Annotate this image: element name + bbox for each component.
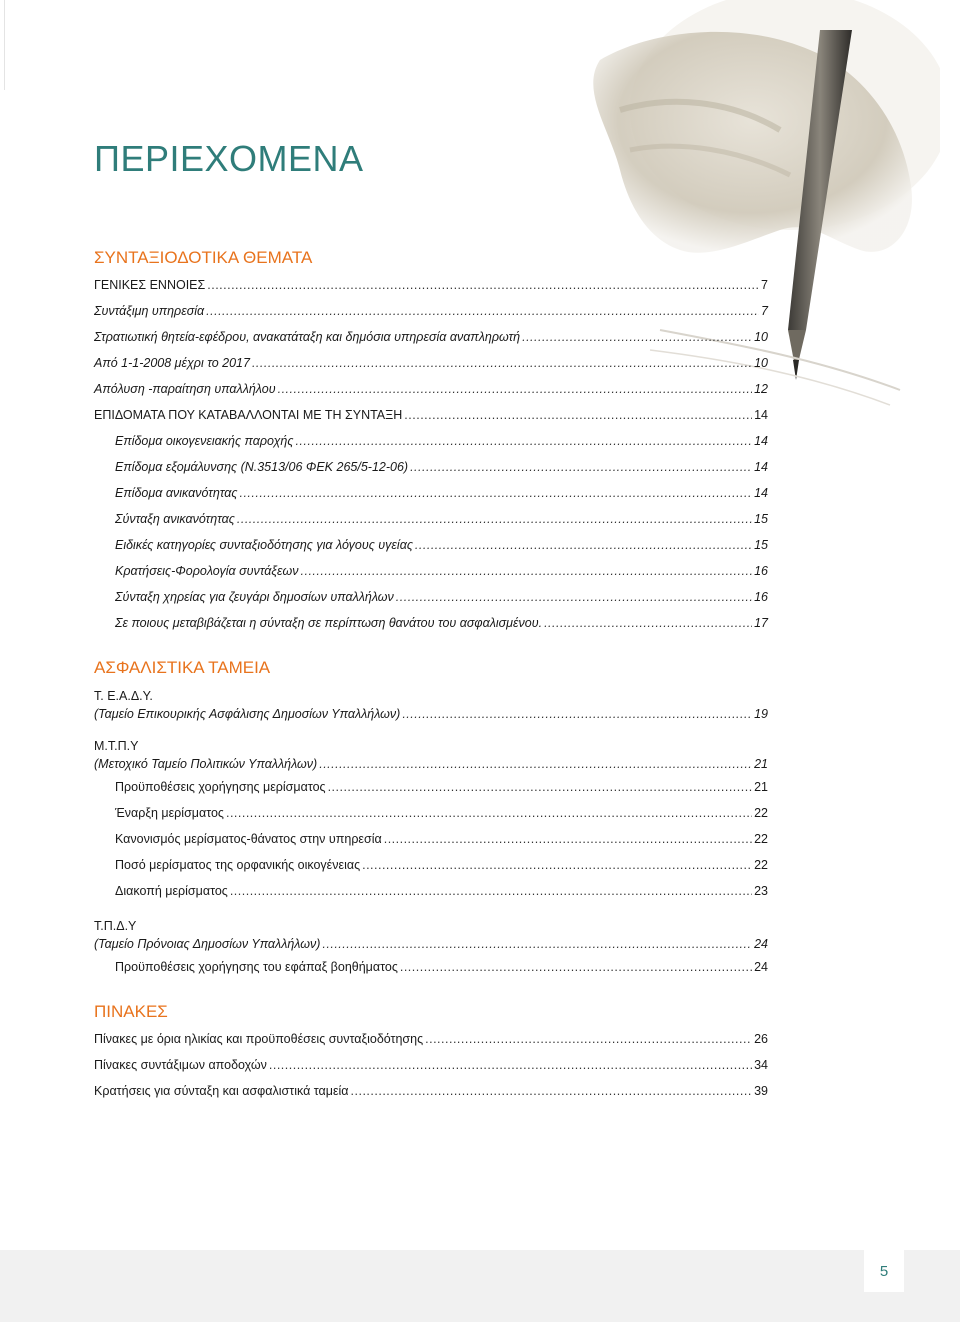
toc-entry-page: 14: [754, 408, 768, 422]
toc-entry[interactable]: [94, 610, 768, 636]
toc-entry[interactable]: [94, 506, 768, 532]
leader-dots: [404, 402, 752, 428]
page-number-box: [864, 1250, 904, 1292]
toc-entry[interactable]: [94, 376, 768, 402]
leader-dots: [400, 954, 752, 980]
toc-entry[interactable]: [94, 852, 768, 878]
toc-entry-page: 22: [754, 806, 768, 820]
leader-dots: [410, 454, 752, 480]
section-heading-pension-matters: ΣΥΝΤΑΞΙΟΔΟΤΙΚΑ ΘΕΜΑΤΑ: [94, 248, 313, 267]
toc-entry[interactable]: [94, 1052, 768, 1078]
leader-dots: [230, 878, 752, 904]
footer-band: [0, 1250, 960, 1322]
toc-entry-page: 17: [754, 616, 768, 630]
leader-dots: [328, 774, 753, 800]
toc-entry-title: Πίνακες συντάξιμων αποδοχών: [94, 1058, 267, 1072]
toc-entry[interactable]: [94, 428, 768, 454]
leader-dots: [226, 800, 752, 826]
toc-entry-title: Στρατιωτική θητεία-εφέδρου, ανακατάταξη και δημόσια υπηρεσία αναπληρωτή: [94, 330, 521, 344]
toc-entry[interactable]: [94, 350, 768, 376]
toc-entry-page: 15: [754, 538, 768, 552]
toc-entry-page: 14: [754, 486, 768, 500]
toc-entry[interactable]: [94, 532, 768, 558]
leader-dots: [396, 584, 752, 610]
toc-entry-page: 21: [754, 757, 768, 771]
toc-entry-title: (Μετοχικό Ταμείο Πολιτικών Υπαλλήλων): [94, 757, 318, 771]
toc-entry-page: 24: [754, 937, 768, 951]
toc-entry-title: Πίνακες με όρια ηλικίας και προϋποθέσεις συνταξιοδότησης: [94, 1032, 424, 1046]
page-title: ΠΕΡΙΕΧΟΜΕΝΑ: [94, 138, 364, 179]
toc-entry[interactable]: [94, 1026, 768, 1052]
leader-dots: [415, 532, 752, 558]
toc-entry-page: 23: [754, 884, 768, 898]
toc-entry-page: 26: [754, 1032, 768, 1046]
toc-entry-page: 39: [754, 1084, 768, 1098]
toc-entry-title: Διακοπή μερίσματος: [115, 884, 228, 898]
toc-entry-page: 7: [761, 304, 768, 318]
leader-dots: [278, 376, 752, 402]
leader-dots: [207, 272, 759, 298]
toc-entry-page: 22: [754, 858, 768, 872]
toc-entry-title: Σε ποιους μεταβιβάζεται η σύνταξη σε περίπτωση θανάτου του ασφαλισμένου.: [115, 616, 543, 630]
leader-dots: [362, 852, 752, 878]
section-heading-tables: ΠΙΝΑΚΕΣ: [94, 1002, 168, 1021]
toc-entry-page: 16: [754, 590, 768, 604]
toc-entry[interactable]: [94, 480, 768, 506]
table-of-contents: [94, 246, 768, 1104]
toc-entry-title: ΕΠΙΔΟΜΑΤΑ ΠΟΥ ΚΑΤΑΒΑΛΛΟΝΤΑΙ ΜΕ ΤΗ ΣΥΝΤΑΞΗ: [94, 408, 403, 422]
fund-label: Τ. Ε.Α.Δ.Υ.: [94, 689, 153, 703]
leader-dots: [295, 428, 752, 454]
toc-entry-title: Προϋποθέσεις χορήγησης του εφάπαξ βοηθήματος: [115, 960, 398, 974]
toc-entry-page: 16: [754, 564, 768, 578]
fund-label: Τ.Π.Δ.Υ: [94, 919, 137, 933]
leader-dots: [322, 934, 752, 954]
toc-entry-title: Κανονισμός μερίσματος-θάνατος στην υπηρεσία: [115, 832, 382, 846]
leader-dots: [522, 324, 752, 350]
toc-entry[interactable]: [94, 402, 768, 428]
fund-label: Μ.Τ.Π.Υ: [94, 739, 139, 753]
toc-entry-page: 19: [754, 707, 768, 721]
toc-entry[interactable]: [94, 800, 768, 826]
toc-entry-page: 14: [754, 434, 768, 448]
leader-dots: [237, 506, 752, 532]
toc-entry-page: 7: [761, 278, 768, 292]
toc-entry-title: Κρατήσεις-Φορολογία συντάξεων: [115, 564, 299, 578]
toc-entry[interactable]: [94, 878, 768, 904]
leader-dots: [206, 298, 759, 324]
toc-entry-title: Απόλυση -παραίτηση υπαλλήλου: [94, 382, 276, 396]
toc-entry-title: Συντάξιμη υπηρεσία: [94, 304, 205, 318]
toc-entry-title: Επίδομα ανικανότητας: [115, 486, 238, 500]
page-number: 5: [879, 1262, 889, 1280]
toc-entry-page: 34: [754, 1058, 768, 1072]
toc-entry-page: 14: [754, 460, 768, 474]
toc-entry-title: Ποσό μερίσματος της ορφανικής οικογένειας: [115, 858, 361, 872]
toc-entry[interactable]: [94, 454, 768, 480]
toc-entry[interactable]: [94, 754, 768, 774]
toc-entry[interactable]: [94, 272, 768, 298]
toc-entry-title: Έναρξη μερίσματος: [115, 806, 224, 820]
toc-entry[interactable]: [94, 704, 768, 724]
leader-dots: [402, 704, 752, 724]
toc-entry-title: Κρατήσεις για σύνταξη και ασφαλιστικά ταμεία: [94, 1084, 349, 1098]
toc-entry[interactable]: [94, 298, 768, 324]
toc-entry-title: Επίδομα οικογενειακής παροχής: [115, 434, 294, 448]
leader-dots: [351, 1078, 753, 1104]
toc-entry-title: Προϋποθέσεις χορήγησης μερίσματος: [115, 780, 326, 794]
toc-entry-page: 24: [754, 960, 768, 974]
toc-entry[interactable]: [94, 826, 768, 852]
leader-dots: [269, 1052, 752, 1078]
leader-dots: [425, 1026, 752, 1052]
toc-entry[interactable]: [94, 558, 768, 584]
toc-entry-title: Ειδικές κατηγορίες συνταξιοδότησης για λόγους υγείας: [115, 538, 413, 552]
page-edge-mark: [0, 0, 5, 90]
leader-dots: [301, 558, 753, 584]
toc-entry[interactable]: [94, 324, 768, 350]
toc-entry-page: 15: [754, 512, 768, 526]
toc-entry-title: Επίδομα εξομάλυνσης (Ν.3513/06 ΦΕΚ 265/5-12-06): [115, 460, 409, 474]
leader-dots: [544, 610, 752, 636]
toc-entry-page: 10: [754, 330, 768, 344]
toc-entry-title: ΓΕΝΙΚΕΣ ΕΝΝΟΙΕΣ: [94, 278, 206, 292]
toc-entry-title: Σύνταξη ανικανότητας: [115, 512, 235, 526]
toc-entry[interactable]: [94, 584, 768, 610]
leader-dots: [252, 350, 752, 376]
toc-entry-page: 12: [754, 382, 768, 396]
section-heading-insurance-funds: ΑΣΦΑΛΙΣΤΙΚΑ ΤΑΜΕΙΑ: [94, 658, 271, 677]
toc-entry-title: Σύνταξη χηρείας για ζευγάρι δημοσίων υπαλλήλων: [115, 590, 394, 604]
toc-entry[interactable]: [94, 1078, 768, 1104]
leader-dots: [384, 826, 752, 852]
toc-entry-title: (Ταμείο Επικουρικής Ασφάλισης Δημοσίων Υπαλλήλων): [94, 707, 401, 721]
toc-entry-page: 21: [754, 780, 768, 794]
toc-entry-page: 10: [754, 356, 768, 370]
toc-entry[interactable]: [94, 774, 768, 800]
toc-entry[interactable]: [94, 934, 768, 954]
toc-entry[interactable]: [94, 954, 768, 980]
toc-entry-page: 22: [754, 832, 768, 846]
toc-entry-title: (Ταμείο Πρόνοιας Δημοσίων Υπαλλήλων): [94, 937, 321, 951]
toc-entry-title: Από 1-1-2008 μέχρι το 2017: [94, 356, 250, 370]
leader-dots: [319, 754, 752, 774]
leader-dots: [239, 480, 752, 506]
